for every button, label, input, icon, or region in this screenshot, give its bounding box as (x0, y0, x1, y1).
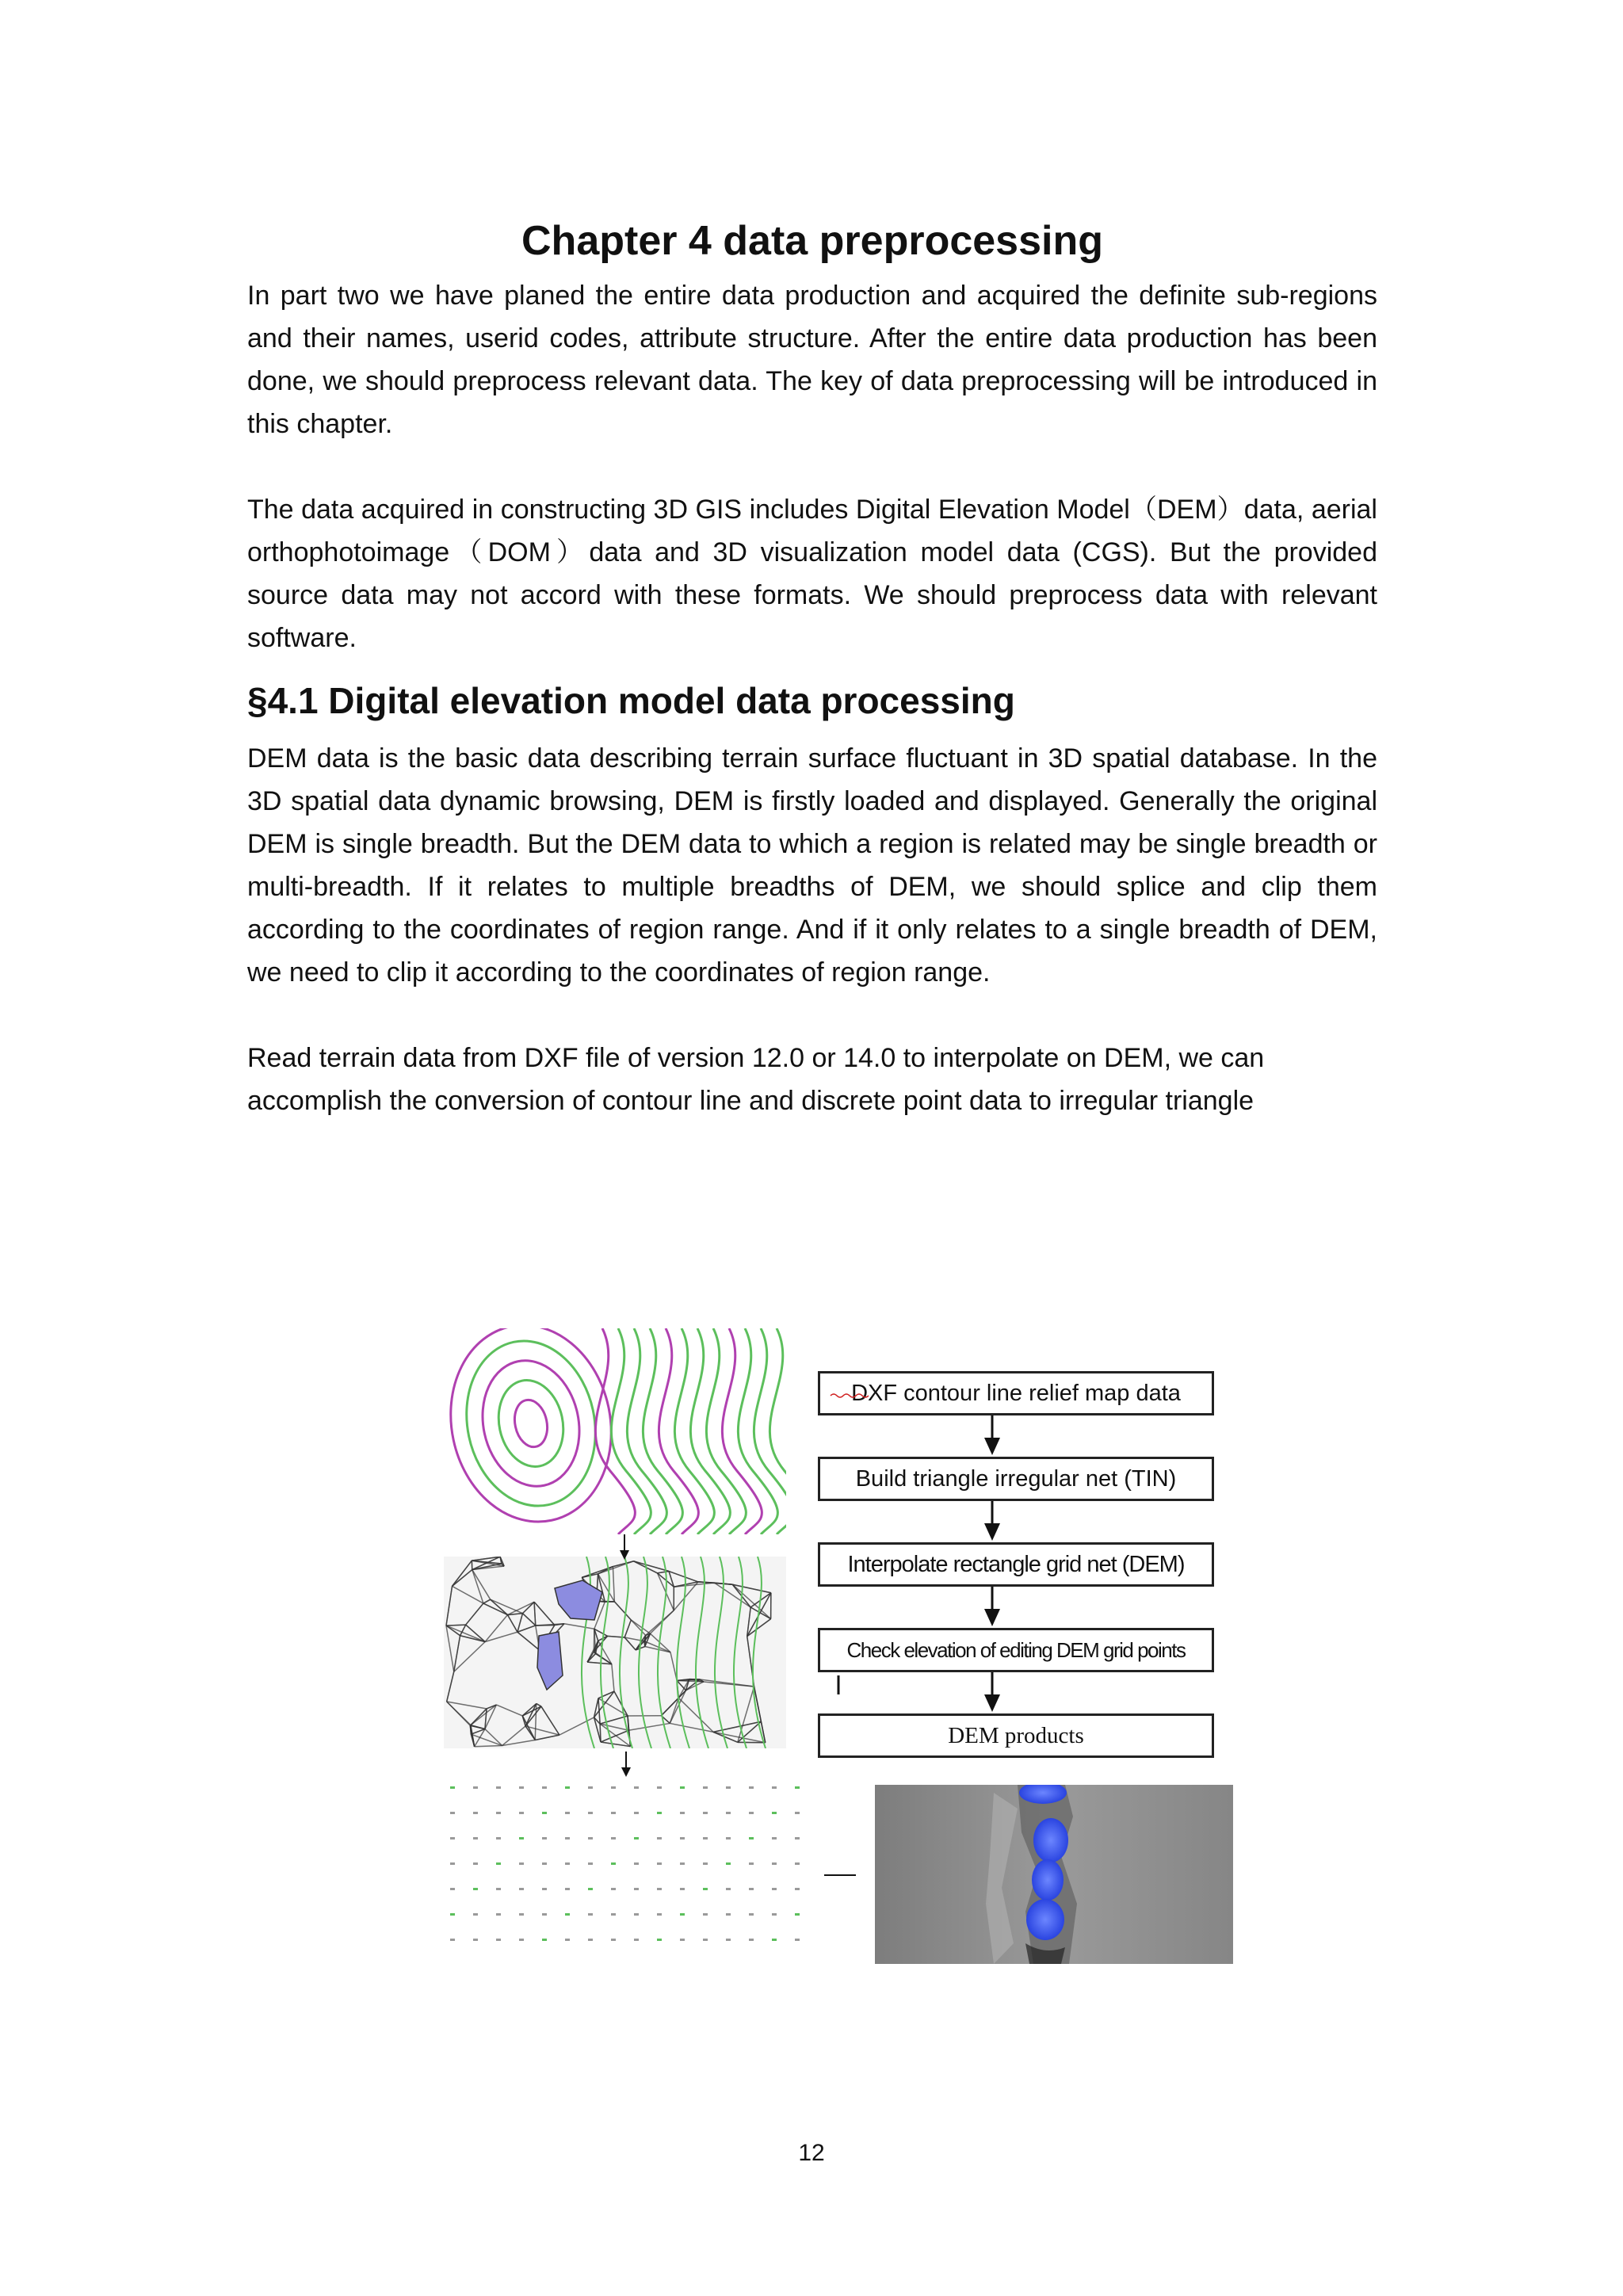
left-down-arrows (444, 1328, 856, 1962)
shaded-relief-image (875, 1785, 1233, 1964)
page-content (247, 208, 1377, 1122)
chapter-title: Chapter 4 data preprocessing (521, 218, 1103, 264)
flow-step-build-tin: Build triangle irregular net (TIN) (818, 1457, 1214, 1501)
intro-paragraph-2: The data acquired in constructing 3D GIS includes Digital Elevation Model（DEM）data, aerial orthophotoimage（DOM）data and 3D visualization model data (CGS). But the provided source data may not accord with these formats. We should preprocess data with relevant software. (247, 495, 1377, 653)
flow-step-interpolate-dem: Interpolate rectangle grid net (DEM) (818, 1542, 1214, 1587)
section-heading: §4.1 Digital elevation model data processing (247, 680, 1015, 721)
flow-step-dxf-data: DXF contour line relief map data (818, 1371, 1214, 1415)
intro-paragraph-1: In part two we have planed the entire data production and acquired the definite sub-regions and their names, userid codes, attribute structure. After the entire data production has been done, we should preprocess relevant data. The key of data preprocessing will be introduced in this chapter. (247, 281, 1377, 439)
flow-step-check-elevation: Check elevation of editing DEM grid points (818, 1628, 1214, 1672)
section-paragraph-2: Read terrain data from DXF file of version 12.0 or 14.0 to interpolate on DEM, we can accomplish the conversion of contour line and discrete point data to irregular triangle (247, 1043, 1265, 1116)
flow-step-dem-products: DEM products (818, 1713, 1214, 1758)
section-paragraph-1: DEM data is the basic data describing terrain surface fluctuant in 3D spatial database. In the 3D spatial data dynamic browsing, DEM is firstly loaded and displayed. Generally the original DEM is single breadth. But the DEM data to which a region is related may be single breadth or multi-breadth. If it relates to multiple breadths of DEM, we should splice and clip them according to the coordinates of region range. And if it only relates to a single breadth of DEM, we need to clip it according to the coordinates of region range. (247, 743, 1377, 988)
page-number: 12 (798, 2140, 825, 2166)
dem-process-figure (444, 1328, 1233, 1962)
